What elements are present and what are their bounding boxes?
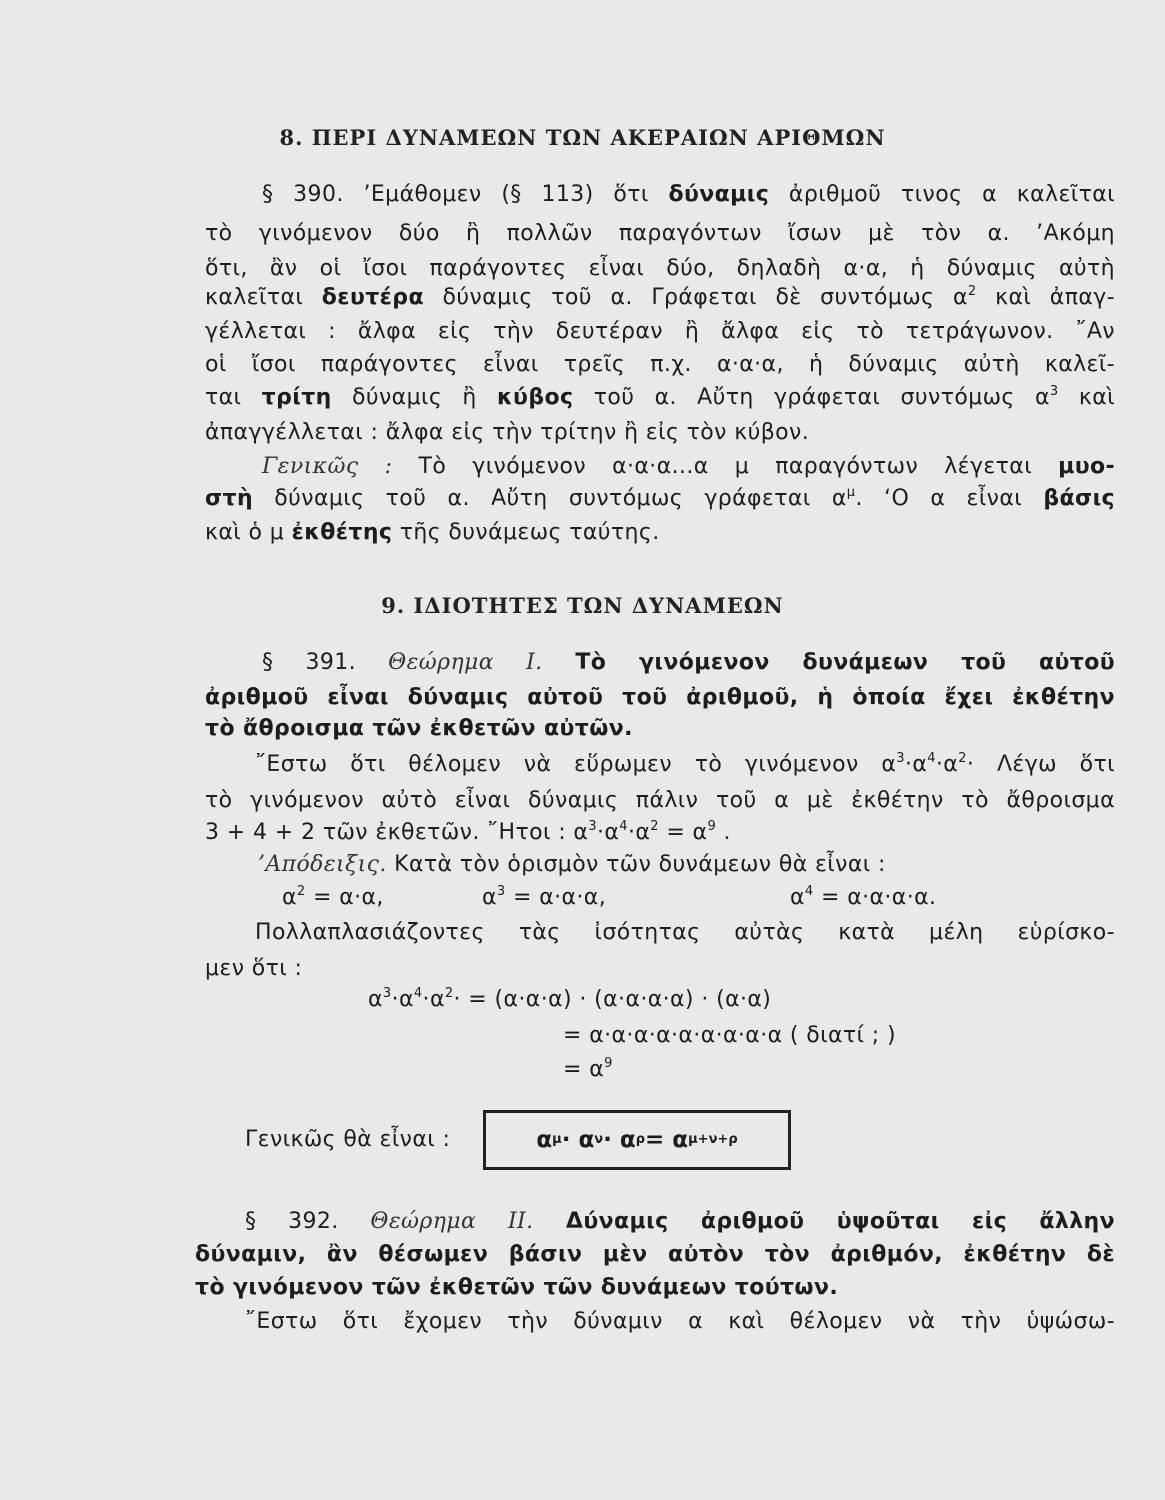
- term-vasis: βάσις: [1043, 486, 1115, 511]
- p392-line-3: τὸ γινόμενον τῶν ἐκθετῶν τῶν δυνάμεων τούτων.: [195, 1275, 839, 1300]
- term-ekthetis: ἐκθέτης: [291, 520, 393, 545]
- p392-line-4: ῎Εστω ὅτι ἔχομεν τὴν δύναμιν α καὶ θέλομεν νὰ τὴν ὑψώσω-: [245, 1309, 1115, 1334]
- term-deutera: δευτέρα: [321, 285, 424, 310]
- term-kyvos: κύβος: [497, 385, 574, 410]
- section-8-heading: 8. ΠΕΡΙ ΔΥΝΑΜΕΩΝ ΤΩΝ ΑΚΕΡΑΙΩΝ ΑΡΙΘΜΩΝ: [279, 125, 886, 150]
- theorem-1-label: Θεώρημα I.: [388, 650, 543, 675]
- p391-line-4: ῎Εστω ὅτι θέλομεν νὰ εὕρωμεν τὸ γινόμενον $\alpha^3\cdot\alpha^4\cdot\alpha^2\cdot \Lambda έ\gamma\omega$ ὅτι: [255, 751, 1115, 777]
- derivation-line-1: $\alpha^3\cdot\alpha^4\cdot\alpha^2\cdot = (\alpha\cdot\alpha\cdot\alpha) \cdot (\alpha\cdot\alpha\cdot\alpha\cdot\alpha) \cdot (\alpha\cdot\alpha)$: [368, 986, 772, 1012]
- p391-line-10: μεν ὅτι :: [205, 956, 303, 981]
- p391-line-7: ’Απόδειξις. Κατὰ τὸν ὁρισμὸν τῶν δυνάμεων θὰ εἶναι :: [258, 852, 886, 877]
- p390-line-1: § 390. ’Εμάθομεν (§ 113) ὅτι δύναμις ἀριθμοῦ τινος α καλεῖται: [262, 182, 1115, 207]
- p391-line-3: τὸ ἄθροισμα τῶν ἐκθετῶν αὐτῶν.: [205, 716, 633, 741]
- p390-line-3: ὅτι, ἂν οἱ ἴσοι παράγοντες εἶναι δύο, δηλαδὴ α·α, ἡ δύναμις αὐτὴ: [205, 256, 1115, 281]
- p391-line-9: Πολλαπλασιάζοντες τὰς ἰσότητας αὐτὰς κατὰ μέλη εὑρίσκο-: [255, 920, 1115, 945]
- general-formula-box: α μ · α ν · α ρ = α μ+ν+ρ: [483, 1110, 791, 1170]
- p390-line-8: ἀπαγγέλλεται : ἄλφα εἰς τὴν τρίτην ἢ εἰς τὸν κύβον.: [205, 420, 810, 445]
- p390-line-5: γέλλεται : ἄλφα εἰς τὴν δευτέραν ἢ ἄλφα εἰς τὸ τετράγωνον. ῎Αν: [205, 319, 1115, 344]
- p392-line-1: § 392. Θεώρημα II. Δύναμις ἀριθμοῦ ὑψοῦται εἰς ἄλλην: [245, 1209, 1115, 1234]
- p390-line-11: καὶ ὁ μ ἐκθέτης τῆς δυνάμεως ταύτης.: [205, 520, 660, 545]
- p390-line-7: ται τρίτη δύναμις ἢ κύβος τοῦ α. Αὔτη γράφεται συντόμως $\alpha^3$ καὶ: [205, 384, 1115, 410]
- equation-a4: $\alpha^4 = \alpha\cdot\alpha\cdot\alpha\cdot\alpha$.: [790, 884, 937, 910]
- term-dynamis: δύναμις: [668, 182, 770, 207]
- equation-a3: $\alpha^3 = \alpha\cdot\alpha\cdot\alpha$,: [482, 884, 607, 910]
- derivation-line-2: = α·α·α·α·α·α·α·α·α ( διατί ; ): [563, 1023, 896, 1048]
- p390-line-9: Γενικῶς : Τὸ γινόμενον α·α·α...α μ παραγόντων λέγεται μυο-: [262, 454, 1116, 479]
- p392-line-2: δύναμιν, ἂν θέσωμεν βάσιν μὲν αὐτὸν τὸν ἀριθμόν, ἐκθέτην δὲ: [195, 1242, 1115, 1267]
- derivation-line-3: = $\alpha^9$: [563, 1056, 613, 1082]
- general-label: Γενικῶς θὰ εἶναι :: [245, 1127, 451, 1152]
- p390-line-2: τὸ γινόμενον δύο ἢ πολλῶν παραγόντων ἴσων μὲ τὸν α. ’Ακόμη: [205, 221, 1115, 246]
- section-9-heading: 9. ΙΔΙΟΤΗΤΕΣ ΤΩΝ ΔΥΝΑΜΕΩΝ: [381, 593, 784, 618]
- p391-line-1: § 391. Θεώρημα I. Τὸ γινόμενον δυνάμεων τοῦ αὐτοῦ: [262, 650, 1116, 675]
- equation-a2: $\alpha^2 = \alpha\cdot\alpha$,: [282, 884, 384, 910]
- p391-line-5: τὸ γινόμενον αὐτὸ εἶναι δύναμις πάλιν τοῦ α μὲ ἐκθέτην τὸ ἄθροισμα: [205, 788, 1115, 813]
- p390-line-4: καλεῖται δευτέρα δύναμις τοῦ α. Γράφεται δὲ συντόμως $\alpha^2$ καὶ ἀπαγ-: [205, 284, 1116, 310]
- p391-line-2: ἀριθμοῦ εἶναι δύναμις αὐτοῦ τοῦ ἀριθμοῦ, ἡ ὁποία ἔχει ἐκθέτην: [205, 685, 1115, 710]
- term-triti: τρίτη: [261, 385, 332, 410]
- p391-line-6: 3 + 4 + 2 τῶν ἐκθετῶν. ῎Ητοι : $\alpha^3\cdot\alpha^4\cdot\alpha^2 = \alpha^9$ .: [205, 819, 731, 845]
- p390-line-6: οἱ ἴσοι παράγοντες εἶναι τρεῖς π.χ. α·α·α, ἡ δύναμις αὐτὴ καλεῖ-: [205, 352, 1115, 377]
- p390-line-10: στὴ δύναμις τοῦ α. Αὔτη συντόμως γράφεται $\alpha^\mu$. ‘Ο α εἶναι βάσις: [205, 485, 1115, 511]
- theorem-2-label: Θεώρημα II.: [370, 1209, 534, 1234]
